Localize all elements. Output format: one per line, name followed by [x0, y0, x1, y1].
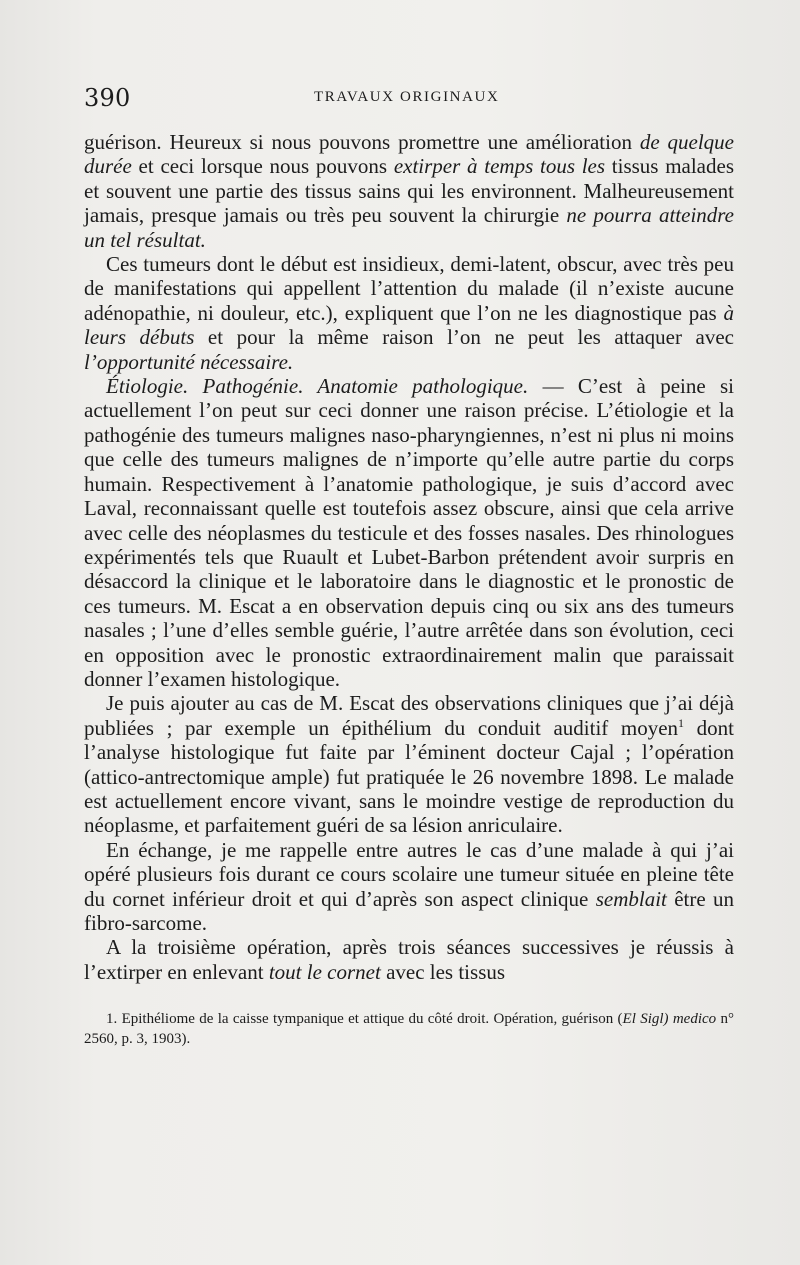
page-header — [84, 84, 744, 114]
paragraph-5-text-c: être un fibro-sarcome. — [84, 886, 734, 935]
paragraph-6-italic-b: tout le cornet — [268, 959, 381, 984]
paragraph-2 — [84, 252, 734, 374]
paragraph-6-text-c: avec les tissus — [380, 959, 506, 984]
paragraph-1-italic-d: extirper à temps tous les — [393, 154, 606, 179]
paragraph-5 — [84, 838, 734, 936]
paragraph-1-text-a: guérison. Heureux si nous pouvons promettre une amélioration — [84, 130, 640, 154]
footnote — [84, 1009, 734, 1049]
footnote-text-c: n° 2560, p. 3, 1903). — [84, 1011, 734, 1048]
page-number: 390 — [84, 84, 131, 112]
paragraph-2-text-c: et pour la même raison l’on ne peut les attaquer avec — [194, 325, 735, 350]
paragraph-3-text-b: — C’est à peine si actuellement l’on peut sur ceci donner une raison précise. L’étiologie et la pathogénie des tumeurs malignes naso-pharyngiennes, n’est ni plus ni moins que celle des tumeurs malignes de n’importe qu’elle autre partie du corps humain. Respectivement à l’anatomie pathologique, je suis d’accord avec Laval, reconnaissant quelle est toutefois assez obscure, ainsi que cela arrive avec celle des néoplasmes du testicule et des fosses nasales. Des rhinologues expérimentés tels que Ruault et Lubet-Barbon prétendent avoir surpris en désaccord la clinique et le laboratoire dans le diagnostic et le pronostic de ces tumeurs. M. Escat a en observation depuis cinq ou six ans des tumeurs nasales ; l’une d’elles semble guérie, l’autre arrêtée dans son évolution, ceci en opposition avec le pronostic extraordinairement malin que paraissait donner l’examen histologique. — [84, 374, 734, 691]
paragraph-2-italic-d: l’opportunité nécessaire. — [84, 349, 294, 374]
paragraph-1-italic-b: de quelque durée — [84, 130, 735, 179]
paragraph-5-italic-b: semblait — [595, 886, 667, 911]
paragraph-4-text-b: dont l’analyse histologique fut faite par l’éminent docteur Cajal ; l’opération (attico-antrectomique ample) fut pratiquée le 26 novembre 1898. Le malade est actuellement encore vivant, sans le moindre vestige de reproduction du néoplasme, et parfaitement guéri de sa lésion anriculaire. — [84, 715, 734, 838]
footnote-text-a: Epithéliome de la caisse tympanique et attique du côté droit. Opération, guérison ( — [117, 1011, 623, 1028]
paragraph-2-text-a: Ces tumeurs dont le début est insidieux, demi-latent, obscur, avec très peu de manifestations qui appellent l’attention du malade (il n’existe aucune adénopathie, ni douleur, etc.), expliquent que l’on ne les diagnostique pas — [84, 252, 734, 325]
paragraph-3 — [84, 374, 734, 691]
paragraph-6-text-a: A la troisième opération, après trois séances successives je réussis à l’extirper en enlevant — [84, 935, 734, 984]
paragraph-1 — [84, 130, 734, 252]
footnote-marker: 1 — [678, 715, 685, 730]
paragraph-2-italic-b: à leurs débuts — [84, 300, 734, 350]
paragraph-4-text-a: Je puis ajouter au cas de M. Escat des observations cliniques que j’ai déjà publiées ; par exemple un épithélium du conduit auditif moyen — [84, 691, 734, 740]
main-text — [84, 130, 734, 1049]
paragraph-1-text-c: et ceci lorsque nous pouvons — [131, 154, 394, 179]
paragraph-5-text-a: En échange, je me rappelle entre autres le cas d’une malade à qui j’ai opéré plusieurs fois durant ce cours scolaire une tumeur située en pleine tête du cornet inférieur droit et qui d’après son aspect clinique — [84, 837, 734, 911]
running-title: TRAVAUX ORIGINAUX — [314, 89, 500, 105]
footnote-number: 1. — [106, 1011, 118, 1028]
footnote-italic-b: El Sigl) medico — [622, 1011, 717, 1028]
paragraph-1-italic-f: ne pourra atteindre un tel résultat. — [84, 203, 734, 252]
section-heading: Étiologie. Pathogénie. Anatomie pathologique. — [106, 374, 529, 399]
paragraph-1-text-e: tissus malades et souvent une partie des tissus sains qui les environnent. Malheureusement jamais, presque jamais ou très peu souvent la chirurgie — [84, 154, 734, 228]
paragraph-6 — [84, 935, 734, 984]
paragraph-4 — [84, 691, 734, 837]
